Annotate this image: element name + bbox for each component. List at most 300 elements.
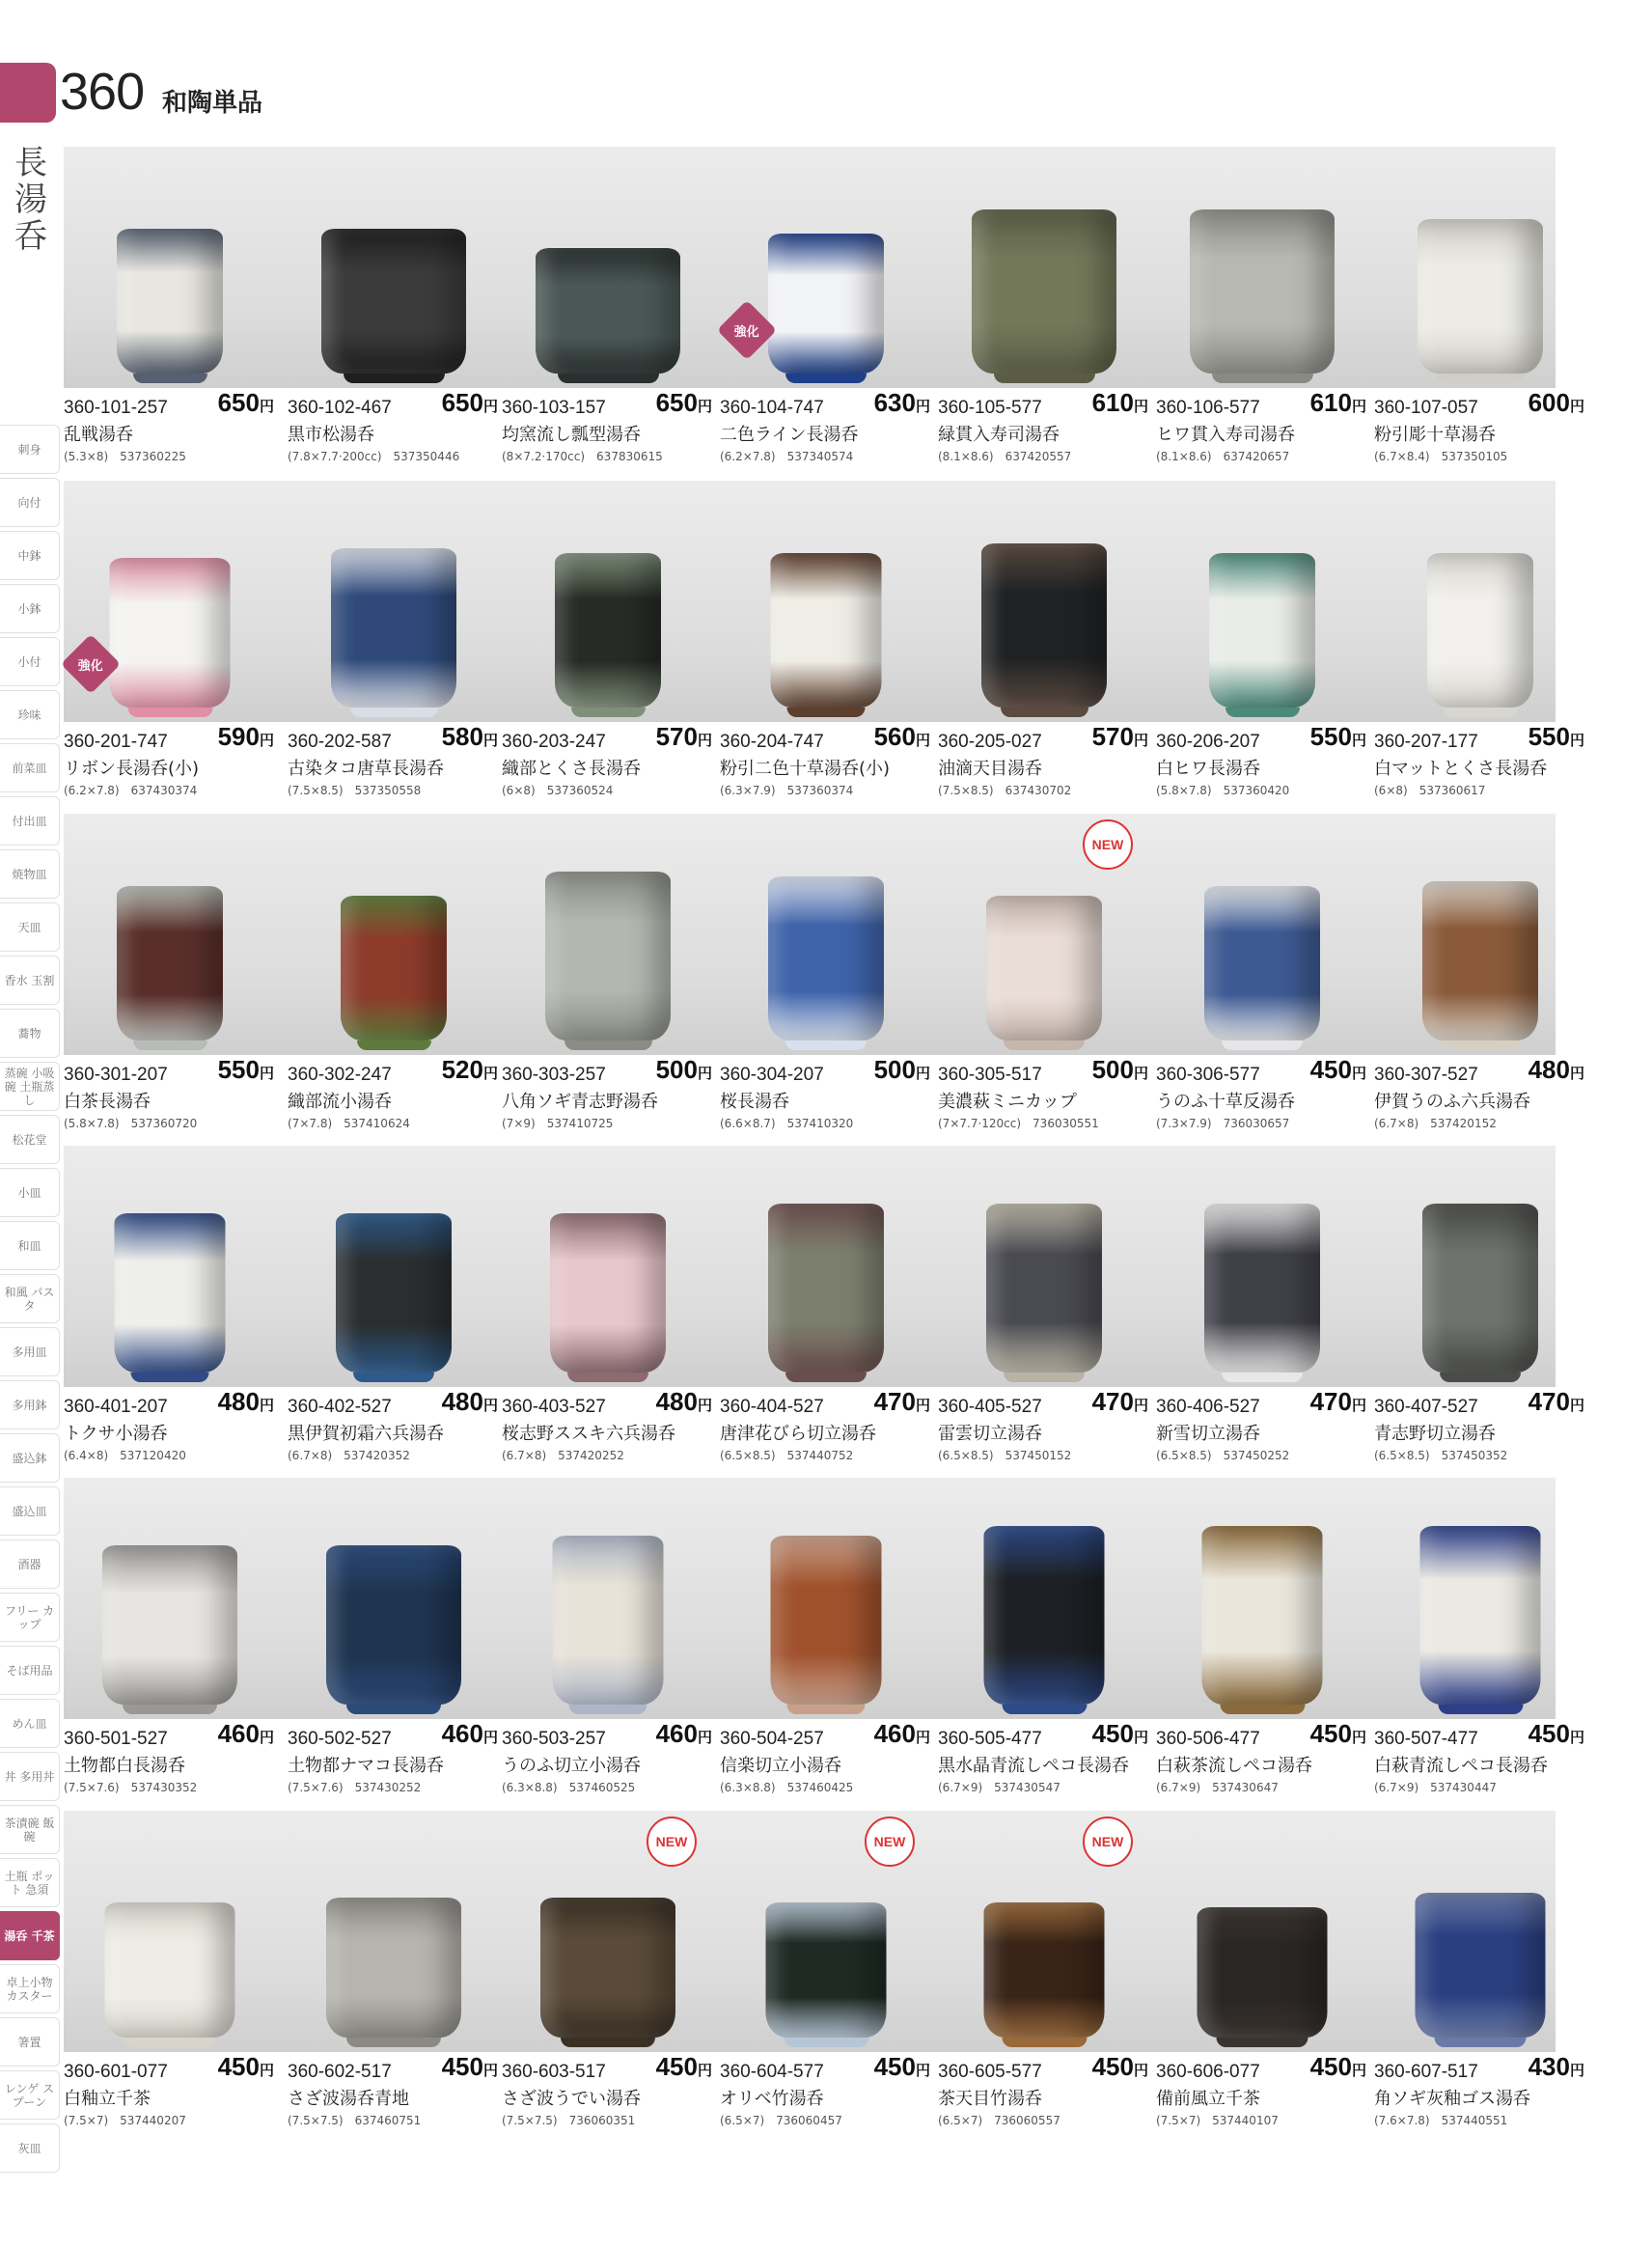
product-name: 青志野切立湯呑	[1374, 1424, 1496, 1444]
product-card[interactable]	[288, 1811, 500, 2139]
side-tab[interactable]: 松花堂	[0, 1115, 60, 1164]
product-name: 均窯流し瓢型湯呑	[502, 425, 641, 445]
product-spec: (6.5×7) 736060457	[720, 2114, 842, 2127]
product-card[interactable]	[288, 1146, 500, 1474]
product-price	[1528, 1055, 1584, 1085]
product-price	[1092, 388, 1148, 418]
product-spec: (7.5×7.6) 537430252	[288, 1781, 422, 1794]
price-value: 450	[1309, 2052, 1352, 2081]
side-tab[interactable]: 小鉢	[0, 584, 60, 633]
product-card[interactable]	[502, 1811, 714, 2139]
teacup-photo	[1418, 219, 1543, 383]
product-row	[64, 1146, 1584, 1474]
product-price	[1528, 388, 1584, 418]
side-tab[interactable]: 向付	[0, 478, 60, 527]
product-code: 360-302-247	[288, 1065, 392, 1085]
teacup-photo	[341, 896, 447, 1050]
product-name: 唐津花びら切立湯呑	[720, 1424, 876, 1444]
teacup-photo	[553, 1536, 664, 1714]
product-spec: (7.6×7.8) 537440551	[1374, 2114, 1508, 2127]
product-spec: (6×8) 537360524	[502, 784, 614, 797]
product-card[interactable]	[64, 814, 276, 1142]
currency-unit: 円	[1569, 733, 1584, 749]
product-card[interactable]	[720, 1478, 932, 1806]
product-spec: (7.3×7.9) 736030657	[1156, 1117, 1290, 1130]
currency-unit: 円	[482, 399, 498, 415]
price-value: 450	[1091, 2052, 1134, 2081]
product-card[interactable]	[938, 147, 1150, 475]
teacup-photo	[986, 896, 1102, 1050]
teacup-photo	[545, 872, 671, 1050]
product-code: 360-303-257	[502, 1065, 606, 1085]
product-row	[64, 1478, 1584, 1806]
currency-unit: 円	[1569, 399, 1584, 415]
price-value: 480	[441, 1387, 483, 1416]
price-value: 470	[1528, 1387, 1570, 1416]
product-code: 360-106-577	[1156, 398, 1260, 418]
side-tab[interactable]: 蒸碗 小吸碗 土瓶蒸し	[0, 1062, 60, 1111]
teacup-photo	[105, 1902, 235, 2047]
side-index-nav	[0, 425, 60, 2177]
side-tab[interactable]: 盛込鉢	[0, 1433, 60, 1483]
product-card[interactable]	[1374, 1478, 1586, 1806]
product-spec: (8.1×8.6) 637420557	[938, 450, 1072, 463]
product-name: 八角ソギ青志野湯呑	[502, 1092, 658, 1112]
side-tab[interactable]: 蕎物	[0, 1009, 60, 1058]
product-name: 白萩茶流しペコ湯呑	[1156, 1756, 1312, 1776]
product-card[interactable]	[938, 814, 1150, 1142]
product-code: 360-205-027	[938, 732, 1042, 752]
product-spec: (6.3×8.8) 537460525	[502, 1781, 636, 1794]
product-name: 粉引二色十草湯呑(小)	[720, 759, 891, 779]
product-card[interactable]	[288, 481, 500, 809]
product-spec: (6.5×8.5) 537450252	[1156, 1449, 1290, 1462]
currency-unit: 円	[1133, 399, 1148, 415]
product-price	[442, 1055, 498, 1085]
product-price	[218, 1719, 274, 1749]
product-price	[442, 722, 498, 752]
product-price	[1092, 2052, 1148, 2082]
product-name: 雷雲切立湯呑	[938, 1424, 1042, 1444]
side-tab[interactable]: 丼 多用丼	[0, 1752, 60, 1801]
product-price	[1092, 1719, 1148, 1749]
new-badge	[865, 1817, 915, 1867]
product-card[interactable]	[938, 481, 1150, 809]
currency-unit: 円	[1133, 1398, 1148, 1414]
side-tab[interactable]: 多用鉢	[0, 1380, 60, 1429]
product-card[interactable]	[1156, 814, 1368, 1142]
price-value: 460	[441, 1719, 483, 1748]
price-value: 650	[217, 388, 260, 417]
price-value: 450	[1309, 1055, 1352, 1084]
product-name: 備前風立千茶	[1156, 2089, 1260, 2109]
currency-unit: 円	[1351, 1066, 1366, 1082]
price-value: 450	[441, 2052, 483, 2081]
product-card[interactable]	[64, 1478, 276, 1806]
currency-unit: 円	[697, 1398, 712, 1414]
teacup-photo	[771, 553, 882, 717]
product-price	[874, 1719, 930, 1749]
product-spec: (7.5×7.5) 637460751	[288, 2114, 422, 2127]
product-card[interactable]	[720, 814, 932, 1142]
badge-label: NEW	[1091, 1834, 1124, 1849]
price-value: 600	[1528, 388, 1570, 417]
price-value: 450	[655, 2052, 698, 2081]
side-tab[interactable]: 付出皿	[0, 796, 60, 846]
side-tab[interactable]: 刺身	[0, 425, 60, 474]
price-value: 550	[1528, 722, 1570, 751]
badge-label: NEW	[655, 1834, 688, 1849]
side-tab[interactable]: 多用皿	[0, 1327, 60, 1376]
product-price	[1310, 2052, 1366, 2082]
side-tab[interactable]: 卓上小物 カスター	[0, 1964, 60, 2013]
side-tab[interactable]: 小付	[0, 637, 60, 686]
currency-unit: 円	[482, 733, 498, 749]
side-tab[interactable]: 小皿	[0, 1168, 60, 1217]
side-tab[interactable]: めん皿	[0, 1699, 60, 1748]
side-tab[interactable]: 土瓶 ポット 急須	[0, 1858, 60, 1907]
price-value: 500	[873, 1055, 916, 1084]
teacup-photo	[1209, 553, 1315, 717]
product-card[interactable]	[502, 1478, 714, 1806]
product-price	[1310, 1055, 1366, 1085]
product-spec: (6.6×8.7) 537410320	[720, 1117, 854, 1130]
product-card[interactable]	[720, 1811, 932, 2139]
new-badge	[1083, 1817, 1133, 1867]
product-code: 360-506-477	[1156, 1729, 1260, 1749]
side-tab[interactable]: 酒器	[0, 1540, 60, 1589]
side-tab[interactable]: 天皿	[0, 902, 60, 952]
currency-unit: 円	[482, 2063, 498, 2079]
product-price	[1092, 722, 1148, 752]
teacup-photo	[1190, 209, 1335, 383]
product-spec: (6.7×9) 537430447	[1374, 1781, 1497, 1794]
price-value: 560	[873, 722, 916, 751]
product-code: 360-306-577	[1156, 1065, 1260, 1085]
price-value: 480	[217, 1387, 260, 1416]
currency-unit: 円	[1133, 1066, 1148, 1082]
side-tab[interactable]: 箸置	[0, 2017, 60, 2067]
side-tab[interactable]: 和風 パスタ	[0, 1274, 60, 1323]
teacup-photo	[336, 1213, 452, 1382]
product-price	[218, 1055, 274, 1085]
side-tab[interactable]: 和皿	[0, 1221, 60, 1270]
currency-unit: 円	[1569, 1398, 1584, 1414]
product-card[interactable]	[1374, 481, 1586, 809]
product-spec: (6.5×7) 736060557	[938, 2114, 1060, 2127]
teacup-photo	[326, 1898, 461, 2047]
side-tab[interactable]: 焼物皿	[0, 849, 60, 899]
product-spec: (7×7.7·120cc) 736030551	[938, 1117, 1099, 1130]
product-name: オリベ竹湯呑	[720, 2089, 824, 2109]
product-price	[442, 2052, 498, 2082]
teacup-photo	[536, 248, 680, 383]
side-tab[interactable]: そば用品	[0, 1646, 60, 1695]
currency-unit: 円	[259, 1730, 274, 1746]
product-card[interactable]	[1156, 1811, 1368, 2139]
currency-unit: 円	[915, 1066, 930, 1082]
product-code: 360-607-517	[1374, 2062, 1478, 2082]
teacup-photo	[1202, 1526, 1323, 1714]
product-code: 360-105-577	[938, 398, 1042, 418]
product-spec: (6.7×9) 537430647	[1156, 1781, 1279, 1794]
teacup-photo	[984, 1902, 1105, 2047]
currency-unit: 円	[259, 1066, 274, 1082]
product-price	[656, 1387, 712, 1417]
product-spec: (7.5×7) 537440107	[1156, 2114, 1279, 2127]
product-name: 信楽切立小湯呑	[720, 1756, 841, 1776]
product-name: 白マットとくさ長湯呑	[1374, 759, 1548, 779]
currency-unit: 円	[1351, 733, 1366, 749]
product-name: 織部とくさ長湯呑	[502, 759, 641, 779]
product-row	[64, 481, 1584, 809]
product-card[interactable]	[502, 481, 714, 809]
badge-label: NEW	[873, 1834, 906, 1849]
product-spec: (5.8×7.8) 537360720	[64, 1117, 198, 1130]
product-spec: (5.3×8) 537360225	[64, 450, 186, 463]
product-price	[1310, 1719, 1366, 1749]
teacup-photo	[768, 1204, 884, 1382]
price-value: 550	[217, 1055, 260, 1084]
product-code: 360-401-207	[64, 1397, 168, 1417]
product-name: 織部流小湯呑	[288, 1092, 392, 1112]
teacup-photo	[102, 1545, 237, 1714]
teacup-photo	[768, 876, 884, 1050]
teacup-photo	[117, 886, 223, 1050]
product-card[interactable]	[502, 814, 714, 1142]
product-spec: (7×9) 537410725	[502, 1117, 614, 1130]
currency-unit: 円	[1569, 2063, 1584, 2079]
product-code: 360-107-057	[1374, 398, 1478, 418]
product-spec: (7.5×8.5) 537350558	[288, 784, 422, 797]
product-code: 360-502-527	[288, 1729, 392, 1749]
product-name: 緑貫入寿司湯呑	[938, 425, 1060, 445]
product-card[interactable]	[720, 481, 932, 809]
product-code: 360-403-527	[502, 1397, 606, 1417]
teacup-photo	[1204, 886, 1320, 1050]
product-spec: (7×7.8) 537410624	[288, 1117, 410, 1130]
teacup-photo	[326, 1545, 461, 1714]
side-tab[interactable]: 茶漬碗 飯碗	[0, 1805, 60, 1854]
product-code: 360-602-517	[288, 2062, 392, 2082]
teacup-photo	[1422, 1204, 1538, 1382]
product-name: 茶天目竹湯呑	[938, 2089, 1042, 2109]
product-price	[1092, 1387, 1148, 1417]
product-card[interactable]	[64, 1811, 276, 2139]
product-price	[656, 2052, 712, 2082]
product-card[interactable]	[1156, 1146, 1368, 1474]
product-spec: (7.8×7.7·200cc) 537350446	[288, 450, 460, 463]
product-code: 360-305-517	[938, 1065, 1042, 1085]
product-spec: (6.5×8.5) 537440752	[720, 1449, 854, 1462]
price-value: 580	[441, 722, 483, 751]
product-card[interactable]	[1374, 1146, 1586, 1474]
product-name: トクサ小湯呑	[64, 1424, 168, 1444]
product-spec: (6.4×8) 537120420	[64, 1449, 186, 1462]
product-code: 360-304-207	[720, 1065, 824, 1085]
teacup-photo	[986, 1204, 1102, 1382]
product-name: さざ波湯呑青地	[288, 2089, 409, 2109]
new-badge	[647, 1817, 697, 1867]
teacup-photo	[1416, 1893, 1546, 2047]
product-card[interactable]	[64, 1146, 276, 1474]
price-value: 500	[655, 1055, 698, 1084]
currency-unit: 円	[1133, 1730, 1148, 1746]
product-spec: (6×8) 537360617	[1374, 784, 1486, 797]
side-tab[interactable]: フリー カップ	[0, 1593, 60, 1642]
price-value: 470	[873, 1387, 916, 1416]
side-tab[interactable]: 珍味	[0, 690, 60, 739]
price-value: 520	[441, 1055, 483, 1084]
product-name: 伊賀うのふ六兵湯呑	[1374, 1092, 1530, 1112]
product-price	[1310, 1387, 1366, 1417]
price-value: 610	[1309, 388, 1352, 417]
product-code: 360-505-477	[938, 1729, 1042, 1749]
product-name: 角ソギ灰釉ゴス湯呑	[1374, 2089, 1530, 2109]
product-price	[656, 722, 712, 752]
teacup-photo	[1198, 1907, 1328, 2047]
product-card[interactable]	[720, 147, 932, 475]
product-price	[1310, 388, 1366, 418]
product-code: 360-404-527	[720, 1397, 824, 1417]
currency-unit: 円	[259, 2063, 274, 2079]
product-code: 360-204-747	[720, 732, 824, 752]
product-price	[874, 2052, 930, 2082]
product-card[interactable]	[720, 1146, 932, 1474]
teacup-photo	[550, 1213, 666, 1382]
product-spec: (6.3×8.8) 537460425	[720, 1781, 854, 1794]
product-row	[64, 1811, 1584, 2139]
side-tab[interactable]: レンゲ スプーン	[0, 2070, 60, 2120]
product-card[interactable]	[502, 147, 714, 475]
side-tab[interactable]: 灰皿	[0, 2123, 60, 2173]
product-code: 360-501-527	[64, 1729, 168, 1749]
product-price	[442, 1719, 498, 1749]
product-name: 白釉立千茶	[64, 2089, 151, 2109]
product-name: 桜志野ススキ六兵湯呑	[502, 1424, 675, 1444]
product-price	[1528, 1387, 1584, 1417]
price-value: 450	[1091, 1719, 1134, 1748]
product-price	[218, 388, 274, 418]
product-price	[1092, 1055, 1148, 1085]
product-spec: (6.2×7.8) 537340574	[720, 450, 854, 463]
side-tab[interactable]: 湯呑 千茶	[0, 1911, 60, 1960]
product-card[interactable]	[64, 147, 276, 475]
teacup-photo	[331, 548, 456, 717]
currency-unit: 円	[1133, 733, 1148, 749]
product-name: 白茶長湯呑	[64, 1092, 151, 1112]
teacup-photo	[115, 1213, 226, 1382]
product-price	[1528, 1719, 1584, 1749]
price-value: 460	[655, 1719, 698, 1748]
currency-unit: 円	[697, 399, 712, 415]
product-card[interactable]	[288, 147, 500, 475]
product-code: 360-101-257	[64, 398, 168, 418]
side-tab[interactable]: 香水 玉割	[0, 956, 60, 1005]
currency-unit: 円	[1569, 1730, 1584, 1746]
teacup-photo	[117, 229, 223, 383]
currency-unit: 円	[697, 2063, 712, 2079]
product-price	[874, 388, 930, 418]
teacup-photo	[984, 1526, 1105, 1714]
price-value: 460	[873, 1719, 916, 1748]
product-name: 新雪切立湯呑	[1156, 1424, 1260, 1444]
product-spec: (6.5×8.5) 537450352	[1374, 1449, 1508, 1462]
currency-unit: 円	[697, 1066, 712, 1082]
product-name: うのふ十草反湯呑	[1156, 1092, 1295, 1112]
price-value: 450	[217, 2052, 260, 2081]
product-card[interactable]	[288, 1478, 500, 1806]
product-spec: (6.7×8) 537420252	[502, 1449, 624, 1462]
product-code: 360-405-527	[938, 1397, 1042, 1417]
badge-label: NEW	[1091, 837, 1124, 852]
product-code: 360-603-517	[502, 2062, 606, 2082]
product-card[interactable]	[1156, 147, 1368, 475]
teacup-photo	[972, 209, 1116, 383]
product-spec: (7.5×7.5) 736060351	[502, 2114, 636, 2127]
product-card[interactable]	[288, 814, 500, 1142]
product-price	[874, 1387, 930, 1417]
product-card[interactable]	[1374, 814, 1586, 1142]
currency-unit: 円	[1351, 1398, 1366, 1414]
product-card[interactable]	[1156, 1478, 1368, 1806]
side-tab[interactable]: 前菜皿	[0, 743, 60, 792]
side-tab[interactable]: 盛込皿	[0, 1486, 60, 1536]
currency-unit: 円	[1569, 1066, 1584, 1082]
page-number: 360	[60, 63, 145, 121]
price-value: 450	[873, 2052, 916, 2081]
currency-unit: 円	[259, 399, 274, 415]
product-spec: (5.8×7.8) 537360420	[1156, 784, 1290, 797]
price-value: 590	[217, 722, 260, 751]
product-card[interactable]	[938, 1811, 1150, 2139]
product-spec: (6.7×8.4) 537350105	[1374, 450, 1508, 463]
product-code: 360-103-157	[502, 398, 606, 418]
product-price	[1310, 722, 1366, 752]
price-value: 550	[1309, 722, 1352, 751]
product-code: 360-104-747	[720, 398, 824, 418]
product-price	[442, 388, 498, 418]
product-code: 360-605-577	[938, 2062, 1042, 2082]
product-card[interactable]	[502, 1146, 714, 1474]
product-card[interactable]	[938, 1478, 1150, 1806]
product-code: 360-307-527	[1374, 1065, 1478, 1085]
product-name: リボン長湯呑(小)	[64, 759, 200, 779]
product-card[interactable]	[1374, 147, 1586, 475]
currency-unit: 円	[1351, 2063, 1366, 2079]
new-badge	[1083, 819, 1133, 870]
side-tab[interactable]: 中鉢	[0, 531, 60, 580]
teacup-photo	[1204, 1204, 1320, 1382]
product-price	[442, 1387, 498, 1417]
product-card[interactable]	[938, 1146, 1150, 1474]
product-code: 360-301-207	[64, 1065, 168, 1085]
product-code: 360-503-257	[502, 1729, 606, 1749]
product-card[interactable]	[1374, 1811, 1586, 2139]
currency-unit: 円	[697, 1730, 712, 1746]
product-code: 360-207-177	[1374, 732, 1478, 752]
price-value: 630	[873, 388, 916, 417]
product-code: 360-507-477	[1374, 1729, 1478, 1749]
product-card[interactable]	[1156, 481, 1368, 809]
product-name: さざ波うでい湯呑	[502, 2089, 641, 2109]
product-code: 360-601-077	[64, 2062, 168, 2082]
currency-unit: 円	[915, 2063, 930, 2079]
product-code: 360-406-527	[1156, 1397, 1260, 1417]
product-card[interactable]	[64, 481, 276, 809]
product-spec: (6.7×8) 537420352	[288, 1449, 410, 1462]
price-value: 480	[655, 1387, 698, 1416]
